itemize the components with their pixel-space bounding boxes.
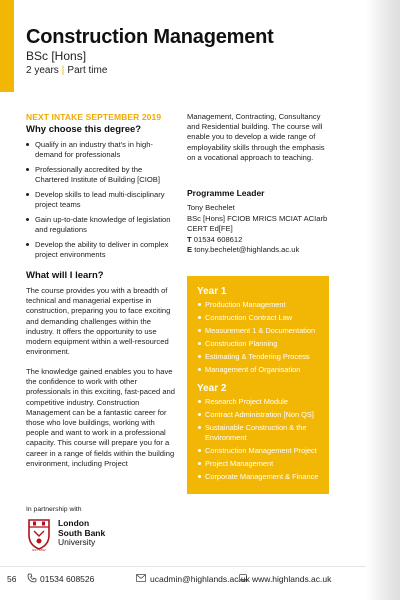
learn-paragraph-continued: Management, Contracting, Consultancy and Residential building. The course will enable you to develop a wide range of employability skills through the emphasis on a vocational approach to teaching. (187, 112, 325, 162)
list-item: Management of Organisation (197, 365, 319, 375)
list-item: Develop skills to lead multi-disciplinary project teams (26, 190, 178, 210)
leader-email[interactable]: tony.bechelet@highlands.ac.uk (194, 245, 300, 254)
leader-name: Tony Bechelet (187, 203, 235, 212)
leader-phone[interactable]: 01534 608612 (193, 234, 243, 244)
why-heading: Why choose this degree? (26, 124, 142, 135)
leader-heading: Programme Leader (187, 188, 265, 198)
footer-website[interactable]: www.highlands.ac.uk (252, 574, 332, 584)
page-title: Construction Management (26, 26, 274, 48)
learn-paragraph-1: The course provides you with a breadth of technical and managerial expertise in construction, preparing you to face exciting and demanding challenges within the industry. It offers the opportunity to use modern equipment within a well-resourced environment. (26, 286, 171, 357)
reasons-list (26, 140, 178, 265)
list-item: Research Project Module (197, 397, 319, 407)
page-edge-shadow (366, 0, 400, 600)
list-item: Project Management (197, 459, 319, 469)
leader-email-row (187, 245, 342, 256)
programme-leader (187, 203, 342, 256)
list-item: Construction Management Project (197, 446, 319, 456)
year1-modules (197, 300, 319, 375)
list-item: Production Management (197, 300, 319, 310)
partnership-heading: In partnership with (26, 506, 82, 513)
list-item: Measurement 1 & Documentation (197, 326, 319, 336)
meta-separator: | (61, 65, 65, 76)
year2-modules (197, 397, 319, 482)
phone-label: T (187, 234, 192, 244)
course-duration: 2 years (26, 65, 59, 76)
page-number: 56 (7, 574, 17, 584)
course-mode: Part time (67, 65, 108, 76)
list-item: Professionally accredited by the Chartered Institute of Building [CIOB] (26, 165, 178, 185)
accent-bar (0, 0, 14, 92)
phone-icon (27, 573, 37, 583)
learn-heading: What will I learn? (26, 270, 104, 281)
degree-award: BSc [Hons] (26, 49, 87, 63)
next-intake: NEXT INTAKE SEPTEMBER 2019 (26, 112, 162, 122)
footer (0, 572, 370, 588)
list-item: Contract Administration [Non QS] (197, 410, 319, 420)
list-item: Corporate Management & Finance (197, 472, 319, 482)
laptop-icon (238, 573, 248, 583)
lsbu-line-1: London (58, 518, 90, 528)
list-item: Construction Planning (197, 339, 319, 349)
lsbu-line-3: University (58, 537, 96, 547)
lsbu-logo (26, 517, 156, 557)
list-item: Develop the ability to deliver in complex project environments (26, 240, 178, 260)
email-label: E (187, 245, 193, 254)
year1-heading: Year 1 (197, 286, 227, 297)
year2-heading: Year 2 (197, 383, 227, 395)
lsbu-name (58, 519, 105, 548)
course-meta (26, 65, 107, 76)
envelope-icon (136, 573, 146, 583)
footer-email[interactable]: ucadmin@highlands.ac.uk (150, 574, 250, 584)
list-item: Construction Contract Law (197, 313, 319, 323)
modules-box (187, 276, 329, 494)
list-item: Estimating & Tendering Process (197, 352, 319, 362)
leader-qualifications: BSc [Hons] FCIOB MRICS MCIAT ACIarb CERT Ed[FE] (187, 213, 328, 233)
lsbu-line-2: South Bank (58, 527, 106, 538)
learn-paragraph-2: The knowledge gained enables you to have the confidence to work with other professionals in this exciting, fast-paced and competitive industry. Construction Management can be a fantastic career for those who love buildings, working with people and want to work in a professional capacity. This course will prepare you for a career in a range of fields within the building environment, including Project (26, 367, 176, 468)
leader-phone-row (187, 235, 342, 246)
crest-icon (26, 517, 52, 551)
list-item: Gain up-to-date knowledge of legislation and regulations (26, 215, 178, 235)
list-item: Sustainable Construction & the Environment (197, 423, 319, 442)
crest-text: EST 1892 (32, 548, 46, 551)
footer-phone[interactable]: 01534 608526 (40, 574, 95, 584)
list-item: Qualify in an industry that's in high-demand for professionals (26, 140, 178, 160)
footer-divider (0, 566, 366, 567)
